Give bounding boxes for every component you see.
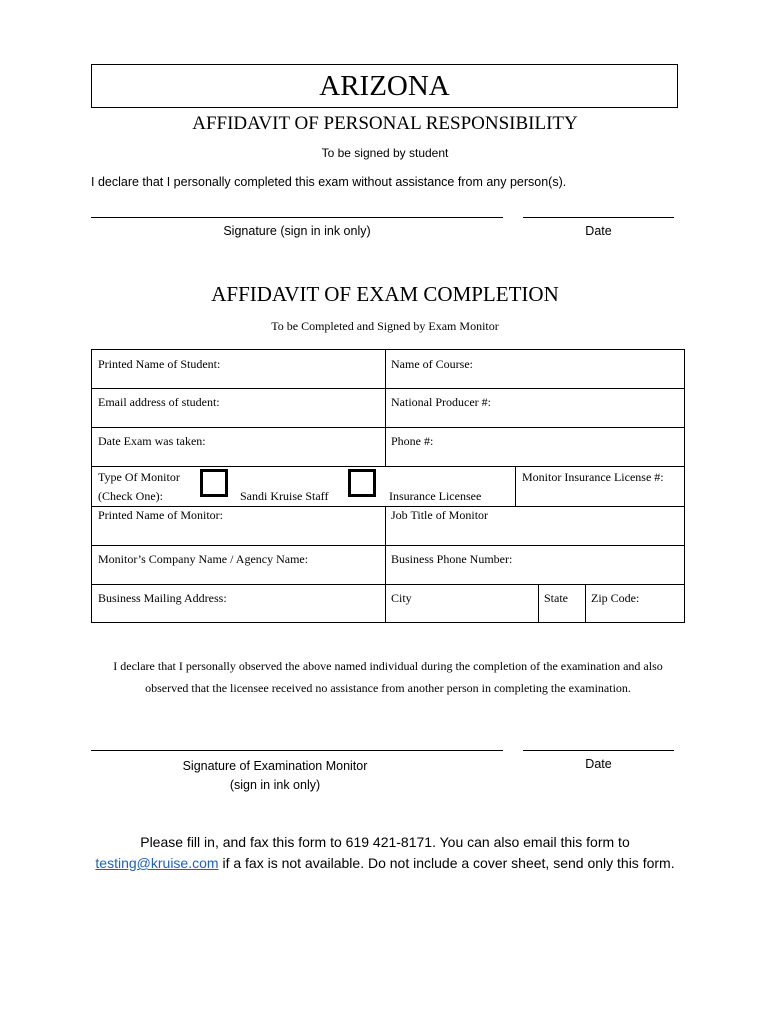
student-email-field[interactable] (92, 388, 385, 427)
producer-number-label: National Producer #: (391, 395, 491, 409)
course-name-field[interactable] (385, 350, 685, 388)
licensee-option-label: Insurance Licensee (389, 489, 482, 503)
state-title: ARIZONA (319, 70, 450, 102)
fax-instructions-line2 (60, 853, 710, 874)
monitor-name-field[interactable] (92, 506, 385, 545)
licensee-checkbox[interactable] (348, 469, 376, 497)
monitor-date-label: Date (585, 757, 612, 771)
email-link[interactable]: testing@kruise.com (95, 855, 219, 871)
affidavit-responsibility-subtitle: To be signed by student (321, 146, 449, 160)
student-name-field[interactable] (92, 350, 385, 388)
exam-completion-form (91, 349, 685, 623)
state-field[interactable] (538, 584, 585, 623)
zip-field[interactable] (585, 584, 685, 623)
check-one-label: (Check One): (98, 489, 163, 503)
fax-instructions-line2-text: if a fax is not available. Do not include a cover sheet, send only this form. (218, 855, 675, 871)
monitor-type-field (92, 466, 515, 506)
exam-date-label: Date Exam was taken: (98, 434, 206, 448)
monitor-date-line[interactable] (523, 750, 674, 751)
monitor-name-label: Printed Name of Monitor: (98, 508, 223, 522)
monitor-signature-label: Signature of Examination Monitor (182, 759, 368, 773)
mailing-address-label: Business Mailing Address: (98, 591, 227, 605)
city-field[interactable] (385, 584, 538, 623)
monitor-signature-note: (sign in ink only) (229, 778, 321, 792)
business-phone-field[interactable] (385, 545, 685, 584)
city-label: City (391, 591, 412, 605)
monitor-signature-label-block (91, 757, 459, 795)
mailing-address-field[interactable] (92, 584, 385, 623)
phone-field[interactable] (385, 427, 685, 466)
student-email-label: Email address of student: (98, 395, 220, 409)
monitor-license-label: Monitor Insurance License #: (522, 470, 664, 484)
phone-label: Phone #: (391, 434, 434, 448)
exam-date-field[interactable] (92, 427, 385, 466)
affidavit-completion-subtitle: To be Completed and Signed by Exam Monitor (271, 319, 499, 333)
monitor-declaration: I declare that I personally observed the above named individual during the completion of the examination and also observed that the licensee received no assistance from another person in completing the examination. (113, 659, 663, 695)
student-signature-line[interactable] (91, 217, 503, 218)
state-label: State (544, 591, 568, 605)
staff-checkbox[interactable] (200, 469, 228, 497)
zip-label: Zip Code: (591, 591, 640, 605)
student-name-label: Printed Name of Student: (98, 357, 221, 371)
state-title-box (91, 64, 678, 108)
student-declaration: I declare that I personally completed this exam without assistance from any person(s). (91, 175, 567, 189)
student-date-line[interactable] (523, 217, 674, 218)
monitor-license-field[interactable] (515, 466, 685, 506)
monitor-signature-line[interactable] (91, 750, 503, 751)
affidavit-responsibility-title: AFFIDAVIT OF PERSONAL RESPONSIBILITY (192, 113, 578, 134)
job-title-field[interactable] (385, 506, 685, 545)
staff-option-label: Sandi Kruise Staff (240, 489, 329, 503)
course-name-label: Name of Course: (391, 357, 473, 371)
business-phone-label: Business Phone Number: (391, 552, 513, 566)
fax-instructions (60, 832, 710, 874)
job-title-label: Job Title of Monitor (391, 508, 489, 522)
affidavit-completion-title: AFFIDAVIT OF EXAM COMPLETION (211, 282, 559, 306)
student-date-label: Date (585, 224, 612, 238)
student-signature-label: Signature (sign in ink only) (223, 224, 371, 238)
company-name-label: Monitor’s Company Name / Agency Name: (98, 552, 309, 566)
producer-number-field[interactable] (385, 388, 685, 427)
monitor-type-label: Type Of Monitor (98, 470, 180, 484)
company-name-field[interactable] (92, 545, 385, 584)
fax-instructions-line1: Please fill in, and fax this form to 619 421-8171. You can also email this form to (140, 834, 630, 850)
